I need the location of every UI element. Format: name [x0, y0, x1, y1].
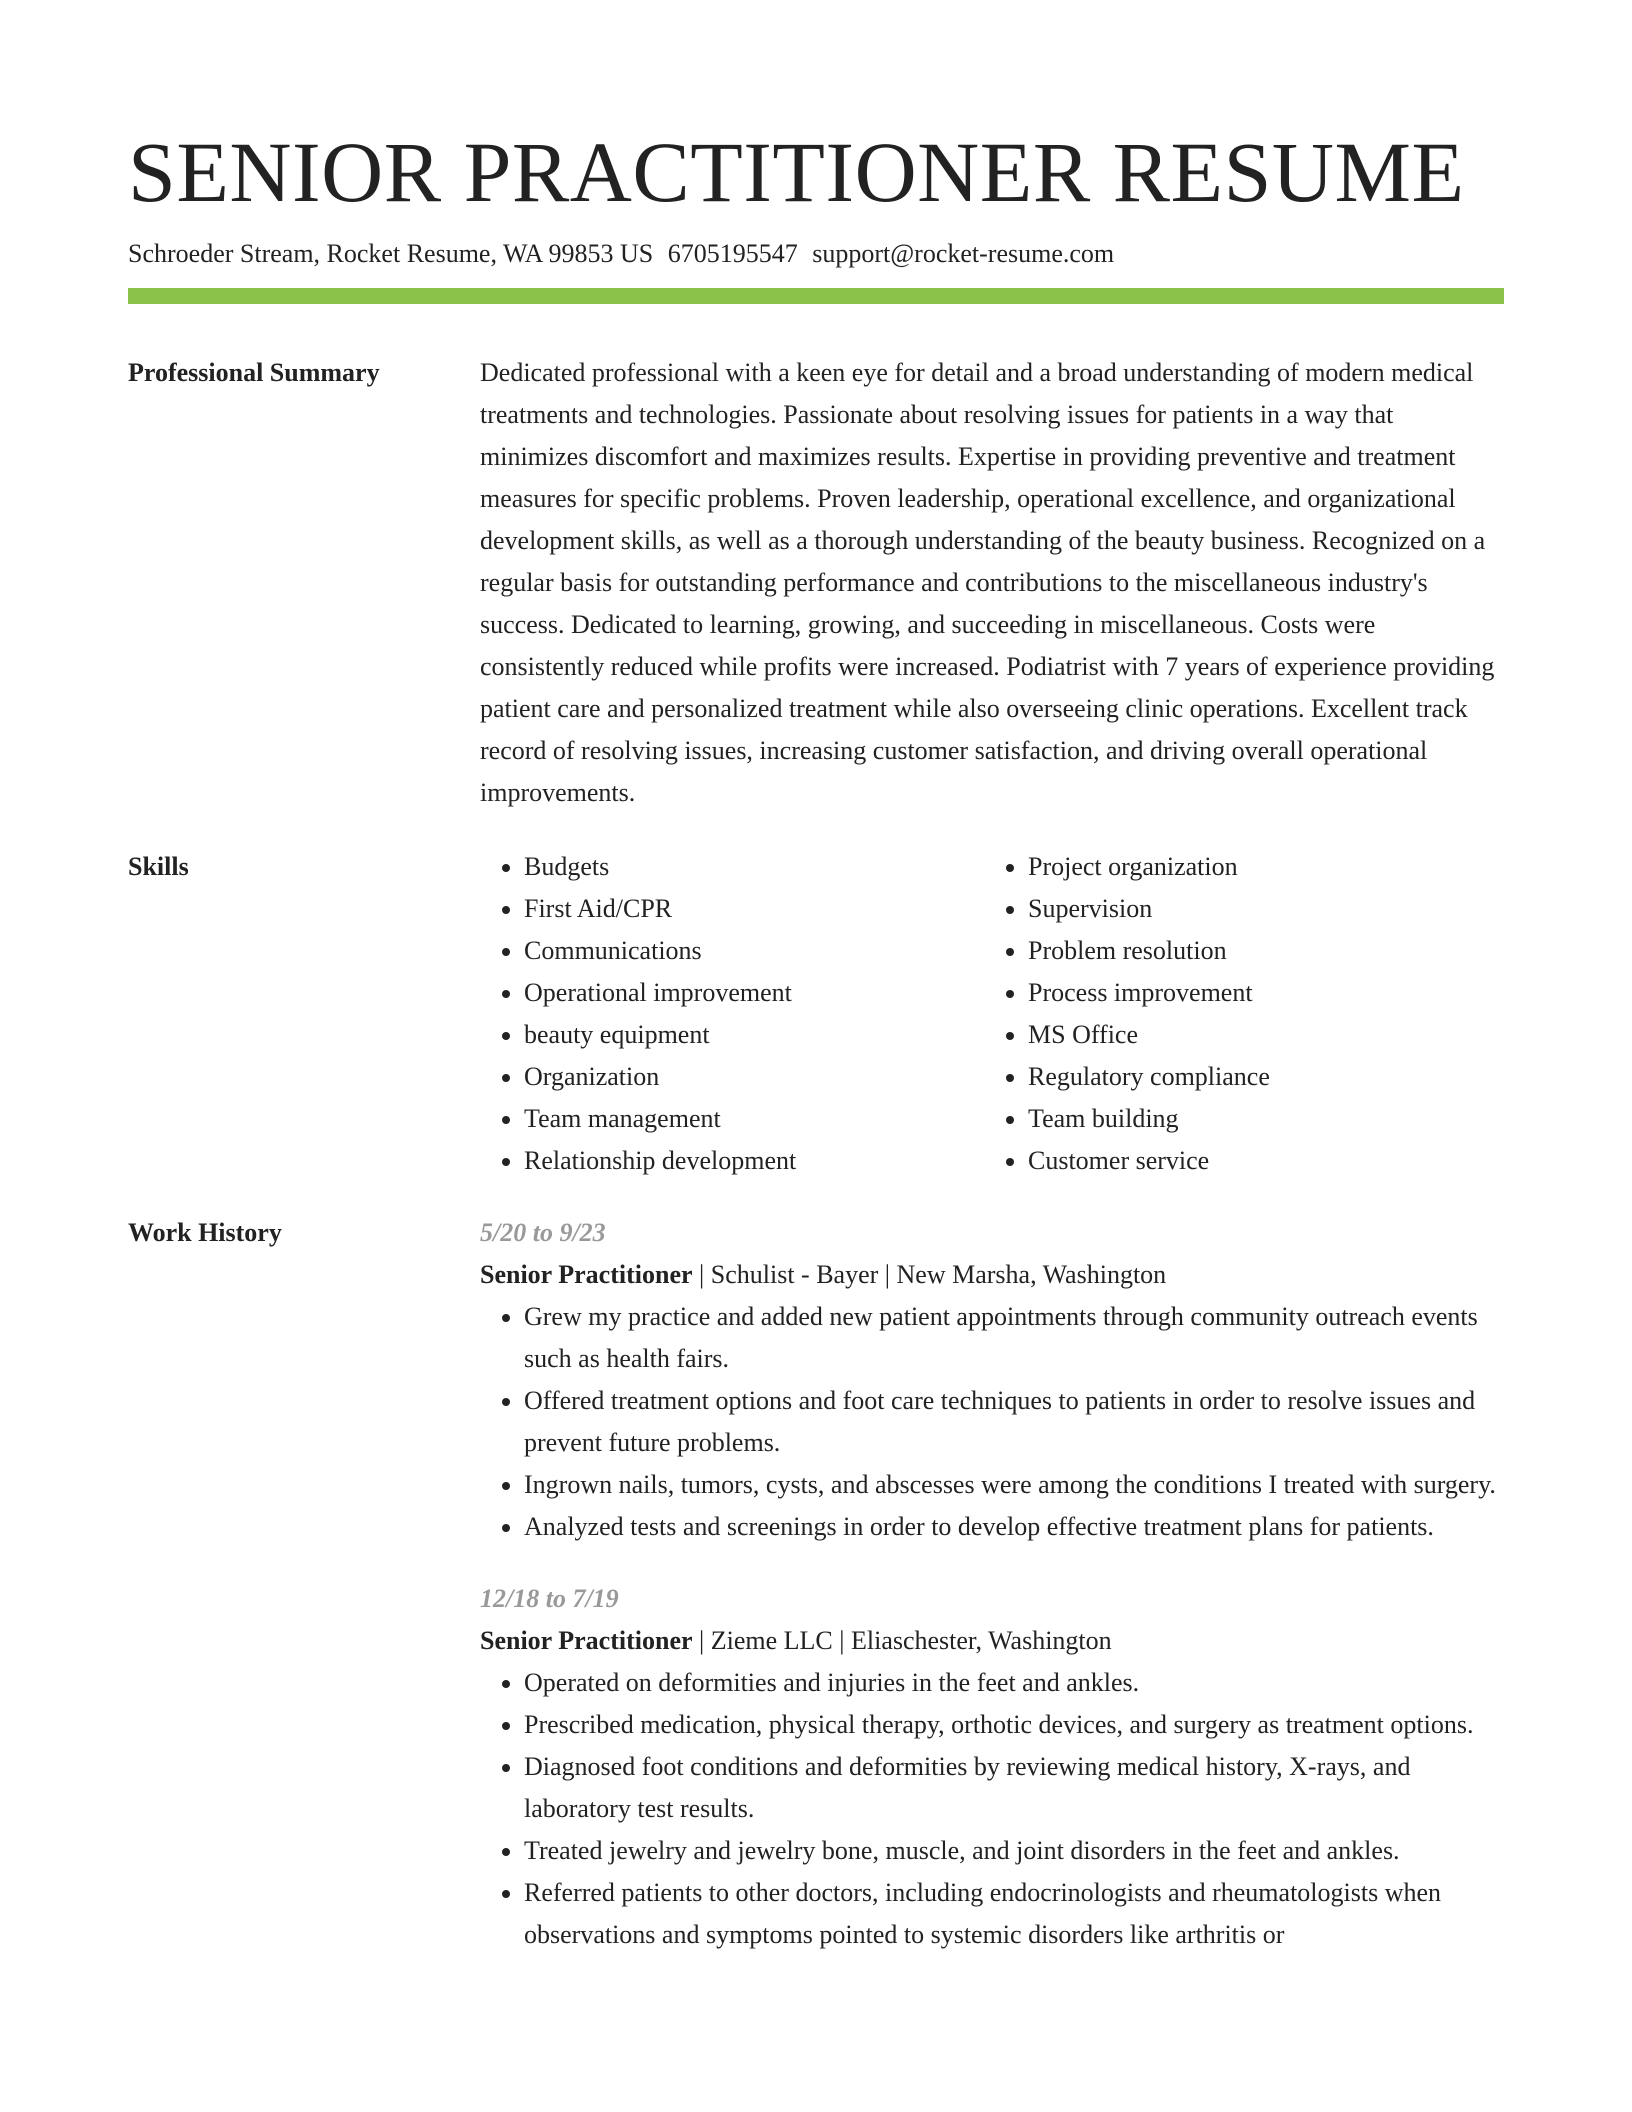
job-bullet: • Grew my practice and added new patient appointments through community outreach events such as health fairs.: [524, 1296, 1504, 1380]
job-bullet: • Treated jewelry and jewelry bone, muscle, and joint disorders in the feet and ankles.: [524, 1830, 1504, 1872]
skill-item: • Team management: [524, 1098, 984, 1140]
job-company: Zieme LLC: [710, 1626, 833, 1655]
job-dates: 5/20 to 9/23: [480, 1218, 606, 1247]
job-bullet: • Analyzed tests and screenings in order to develop effective treatment plans for patients.: [524, 1506, 1504, 1548]
work-history-label: Work History: [128, 1218, 282, 1247]
job-bullet: • Operated on deformities and injuries in the feet and ankles.: [524, 1662, 1504, 1704]
skill-item: • Organization: [524, 1056, 984, 1098]
skill-item: • Operational improvement: [524, 972, 984, 1014]
skill-item: • Customer service: [1028, 1140, 1488, 1182]
work-history-section: [128, 1212, 1504, 1956]
skill-item: • Problem resolution: [1028, 930, 1488, 972]
skill-item: • First Aid/CPR: [524, 888, 984, 930]
contact-line: [128, 234, 1504, 274]
job-bullet: • Prescribed medication, physical therapy, orthotic devices, and surgery as treatment options.: [524, 1704, 1504, 1746]
summary-text: Dedicated professional with a keen eye for detail and a broad understanding of modern medical treatments and technologies. Passionate about resolving issues for patients in a way that minimizes discomfort and maximizes results. Expertise in providing preventive and treatment measures for specific problems. Proven leadership, operational excellence, and organizational development skills, as well as a thorough understanding of the beauty business. Recognized on a regular basis for outstanding performance and contributions to the miscellaneous industry's success. Dedicated to learning, growing, and succeeding in miscellaneous. Costs were consistently reduced while profits were increased. Podiatrist with 7 years of experience providing patient care and personalized treatment while also overseeing clinic operations. Excellent track record of resolving issues, increasing customer satisfaction, and driving overall operational improvements.: [480, 358, 1495, 807]
job-bullet: • Referred patients to other doctors, including endocrinologists and rheumatologists when observations and symptoms pointed to systemic disorders like arthritis or: [524, 1872, 1504, 1956]
job-location: Eliaschester, Washington: [850, 1626, 1112, 1655]
work-history-body: [480, 1212, 1504, 1956]
job-company: Schulist - Bayer: [710, 1260, 879, 1289]
skill-item: • Process improvement: [1028, 972, 1488, 1014]
job-location: New Marsha, Washington: [896, 1260, 1167, 1289]
summary-section: [128, 352, 1504, 814]
skill-item: • Regulatory compliance: [1028, 1056, 1488, 1098]
contact-phone: 6705195547: [667, 239, 798, 268]
resume-page: [128, 122, 1504, 1956]
skill-item: • MS Office: [1028, 1014, 1488, 1056]
skill-item: • Project organization: [1028, 846, 1488, 888]
job-title: Senior Practitioner: [480, 1260, 693, 1289]
header-divider: [128, 288, 1504, 304]
job-bullets: [480, 1296, 1504, 1548]
job-dates: 12/18 to 7/19: [480, 1584, 619, 1613]
job-entry: [480, 1212, 1504, 1548]
job-bullets: [480, 1662, 1504, 1956]
job-bullet: • Diagnosed foot conditions and deformities by reviewing medical history, X-rays, and laboratory test results.: [524, 1746, 1504, 1830]
skills-section: [128, 846, 1504, 1182]
job-bullet: • Offered treatment options and foot care techniques to patients in order to resolve issues and prevent future problems.: [524, 1380, 1504, 1464]
skills-grid: [480, 846, 1504, 1182]
skill-item: • Supervision: [1028, 888, 1488, 930]
skill-item: • Team building: [1028, 1098, 1488, 1140]
skills-label: Skills: [128, 852, 189, 881]
job-bullet: • Ingrown nails, tumors, cysts, and abscesses were among the conditions I treated with surgery.: [524, 1464, 1504, 1506]
skill-item: • Relationship development: [524, 1140, 984, 1182]
skills-list-left: [480, 846, 984, 1182]
resume-title: SENIOR PRACTITIONER RESUME: [128, 124, 1465, 220]
contact-address: Schroeder Stream, Rocket Resume, WA 99853 US: [128, 239, 654, 268]
job-entry: [480, 1578, 1504, 1956]
contact-email: support@rocket-resume.com: [812, 239, 1115, 268]
job-header: Senior Practitioner | Zieme LLC | Eliaschester, Washington: [480, 1626, 1112, 1655]
skill-item: • beauty equipment: [524, 1014, 984, 1056]
skill-item: • Communications: [524, 930, 984, 972]
skills-list-right: [984, 846, 1488, 1182]
job-title: Senior Practitioner: [480, 1626, 693, 1655]
skill-item: • Budgets: [524, 846, 984, 888]
job-header: Senior Practitioner | Schulist - Bayer | New Marsha, Washington: [480, 1260, 1167, 1289]
summary-label: Professional Summary: [128, 358, 380, 387]
